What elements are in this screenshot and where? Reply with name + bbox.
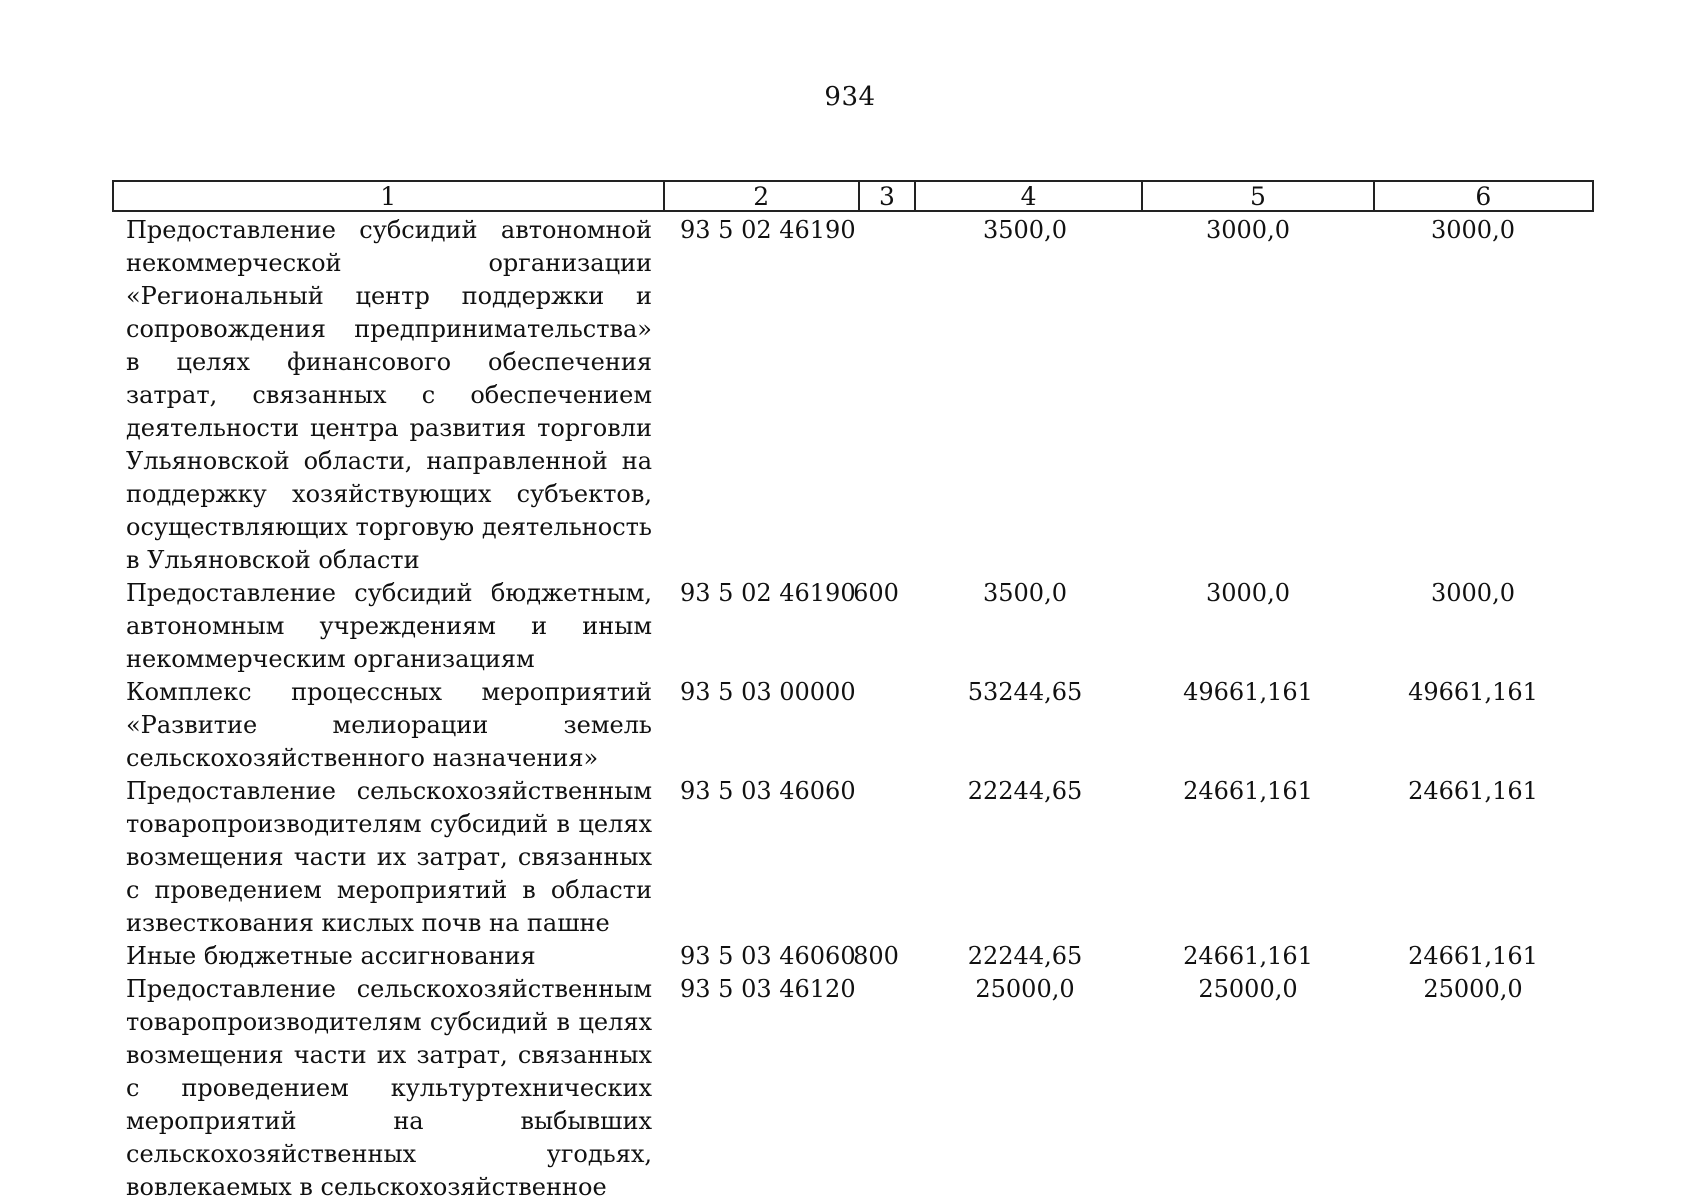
row-type [848, 775, 904, 940]
row-value-6: 3000,0 [1431, 216, 1515, 244]
row-value-5: 3000,0 [1206, 579, 1290, 607]
row-value-4: 25000,0 [975, 975, 1075, 1003]
row-value-5: 25000,0 [1198, 975, 1298, 1003]
row-name: Комплекс процессных мероприятий «Развитие мелиорации земель сельскохозяйственного назначения» [126, 678, 652, 772]
table-row [112, 973, 1602, 1204]
row-type [848, 973, 904, 1204]
row-code: 93 5 03 00000 [680, 678, 856, 706]
header-col-5: 5 [1143, 182, 1374, 210]
row-value-5: 3000,0 [1206, 216, 1290, 244]
table-header [112, 180, 1594, 212]
table-row [112, 775, 1602, 940]
row-code: 93 5 03 46060 [680, 777, 856, 805]
row-name: Предоставление субсидий бюджетным, автономным учреждениям и иным некоммерческим организациям [126, 579, 652, 673]
row-value-6: 3000,0 [1431, 579, 1515, 607]
table-row [112, 676, 1602, 775]
row-type: 800 [853, 942, 899, 970]
table-row [112, 940, 1602, 973]
header-col-4: 4 [916, 182, 1143, 210]
row-value-6: 24661,161 [1408, 777, 1538, 805]
header-col-1: 1 [114, 182, 665, 210]
table-body [112, 214, 1602, 1204]
row-code: 93 5 02 46190 [680, 579, 856, 607]
row-value-4: 22244,65 [967, 942, 1083, 970]
row-value-5: 49661,161 [1183, 678, 1313, 706]
row-value-4: 3500,0 [983, 579, 1067, 607]
row-name: Предоставление сельскохозяйственным товаропроизводителям субсидий в целях возмещения части их затрат, связанных с проведением мероприятий в области известкования кислых почв на пашне [126, 777, 652, 937]
row-value-6: 24661,161 [1408, 942, 1538, 970]
row-type [848, 676, 904, 775]
row-value-4: 22244,65 [967, 777, 1083, 805]
table-row [112, 577, 1602, 676]
row-type: 600 [853, 579, 899, 607]
row-type [848, 214, 904, 577]
row-name: Иные бюджетные ассигнования [126, 942, 536, 970]
row-code: 93 5 03 46120 [680, 975, 856, 1003]
row-name: Предоставление сельскохозяйственным товаропроизводителям субсидий в целях возмещения части их затрат, связанных с проведением культуртехнических мероприятий на выбывших сельскохозяйственных угодьях, вовлекаемых в сельскохозяйственное [126, 975, 652, 1201]
row-value-5: 24661,161 [1183, 777, 1313, 805]
row-value-4: 53244,65 [967, 678, 1083, 706]
header-col-2: 2 [665, 182, 860, 210]
header-col-6: 6 [1475, 182, 1492, 211]
row-value-5: 24661,161 [1183, 942, 1313, 970]
header-col-3: 3 [860, 182, 916, 210]
page-number: 934 [824, 82, 876, 112]
row-value-6: 25000,0 [1423, 975, 1523, 1003]
row-value-4: 3500,0 [983, 216, 1067, 244]
row-name: Предоставление субсидий автономной некоммерческой организации «Региональный центр поддержки и сопровождения предпринимательства» в целях финансового обеспечения затрат, связанных с обеспечением деятельности центра развития торговли Ульяновской области, направленной на поддержку хозяйствующих субъектов, осуществляющих торговую деятельность в Ульяновской области [126, 216, 652, 574]
table-row [112, 214, 1602, 577]
row-value-6: 49661,161 [1408, 678, 1538, 706]
row-code: 93 5 02 46190 [680, 216, 856, 244]
row-code: 93 5 03 46060 [680, 942, 856, 970]
